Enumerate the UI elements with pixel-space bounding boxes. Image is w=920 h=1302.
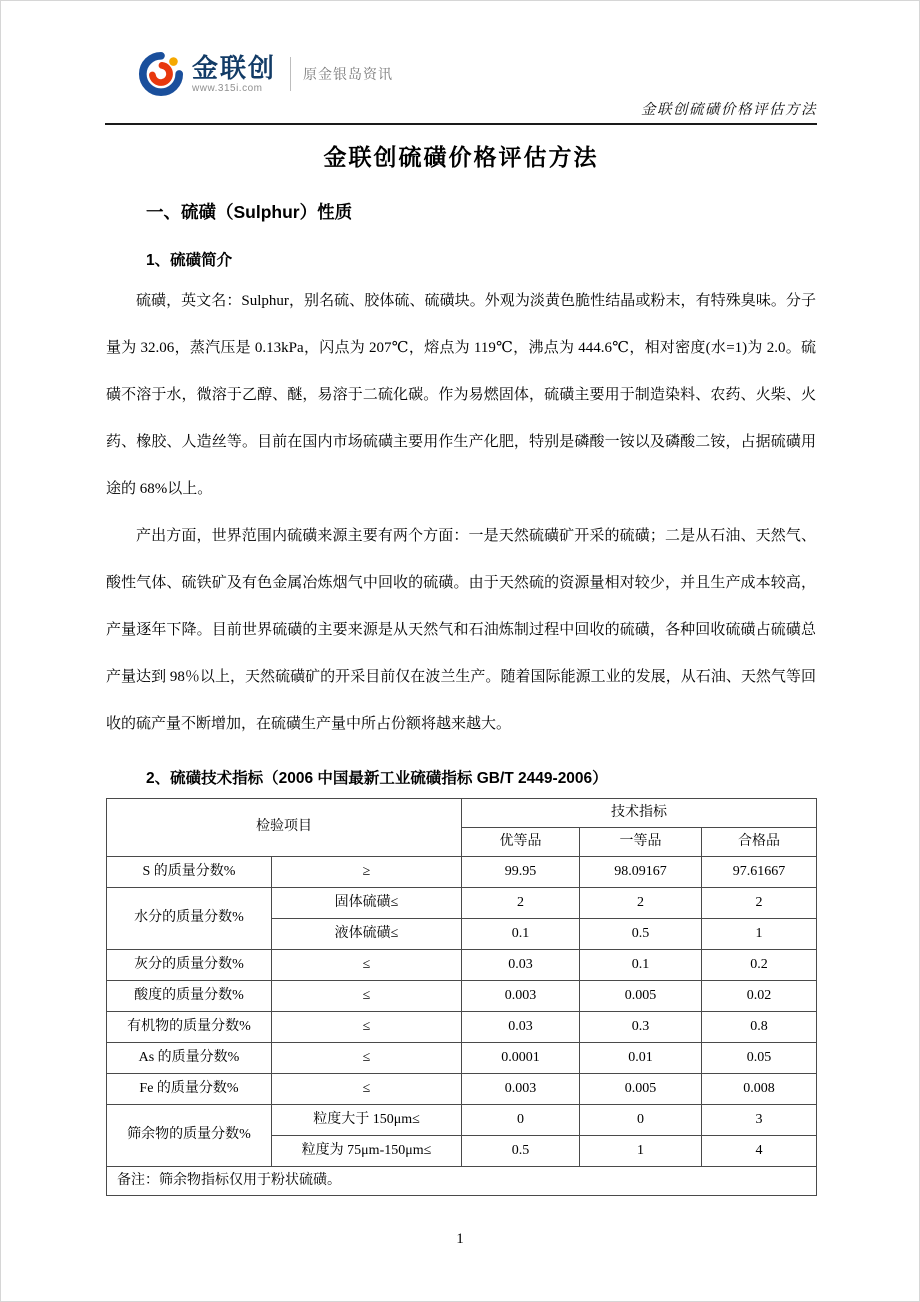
- col-header-spec: 技术指标: [462, 799, 817, 828]
- cell-value: 0.005: [580, 1074, 702, 1105]
- table-row-ash: [107, 950, 817, 981]
- spec-table: [106, 798, 817, 1196]
- cell-value: 0.0001: [462, 1043, 580, 1074]
- document-title: 金联创硫磺价格评估方法: [323, 144, 599, 170]
- table-row-s: [107, 857, 817, 888]
- cell-value: 0: [462, 1105, 580, 1136]
- cell-value: 0.005: [580, 981, 702, 1012]
- cell-value: 0.01: [580, 1043, 702, 1074]
- col-header-item: 检验项目: [107, 799, 462, 857]
- cell-value: 0.003: [462, 1074, 580, 1105]
- cell-value: 2: [702, 888, 817, 919]
- cell-value: 0.5: [462, 1136, 580, 1167]
- cell-condition: 粒度为 75μm-150μm≤: [272, 1136, 462, 1167]
- cell-condition: ≤: [272, 1043, 462, 1074]
- cell-condition: ≤: [272, 1074, 462, 1105]
- jlc-logo: [138, 51, 393, 97]
- cell-condition: ≥: [272, 857, 462, 888]
- logo-divider: [290, 57, 291, 91]
- page-header: [105, 49, 817, 125]
- cell-value: 97.61667: [702, 857, 817, 888]
- jlc-logo-icon: [138, 51, 184, 97]
- cell-label: 酸度的质量分数%: [107, 981, 272, 1012]
- cell-value: 3: [702, 1105, 817, 1136]
- cell-condition: ≤: [272, 981, 462, 1012]
- table-note-row: [107, 1167, 817, 1196]
- cell-value: 0.2: [702, 950, 817, 981]
- cell-value: 0.03: [462, 1012, 580, 1043]
- cell-value: 0.3: [580, 1012, 702, 1043]
- cell-value: 0.8: [702, 1012, 817, 1043]
- cell-label: 水分的质量分数%: [107, 888, 272, 950]
- cell-condition: 粒度大于 150μm≤: [272, 1105, 462, 1136]
- table-row-moisture-solid: [107, 888, 817, 919]
- cell-value: 0.1: [580, 950, 702, 981]
- cell-label: Fe 的质量分数%: [107, 1074, 272, 1105]
- table-row-residue-150: [107, 1105, 817, 1136]
- table-row-acidity: [107, 981, 817, 1012]
- section-heading-properties: 一、硫磺（Sulphur）性质: [146, 202, 353, 222]
- cell-value: 0.003: [462, 981, 580, 1012]
- cell-condition: 固体硫磺≤: [272, 888, 462, 919]
- cell-condition: 液体硫磺≤: [272, 919, 462, 950]
- col-header-grade-premium: 优等品: [462, 828, 580, 857]
- cell-value: 98.09167: [580, 857, 702, 888]
- paragraph-sulphur-production: 产出方面，世界范围内硫磺来源主要有两个方面：一是天然硫磺矿开采的硫磺；二是从石油、天然气、酸性气体、硫铁矿及有色金属冶炼烟气中回收的硫磺。由于天然硫的资源量相对较少，并且生产成本较高，产量逐年下降。目前世界硫磺的主要来源是从天然气和石油炼制过程中回收的硫磺，各种回收硫磺占硫磺总产量达到 98％以上，天然硫磺矿的开采目前仅在波兰生产。随着国际能源工业的发展，从石油、天然气等回收的硫产量不断增加，在硫磺生产量中所占份额将越来越大。: [106, 528, 816, 732]
- logo-text-block: [192, 54, 276, 94]
- running-title: 金联创硫磺价格评估方法: [641, 102, 817, 118]
- col-header-grade-first: 一等品: [580, 828, 702, 857]
- cell-value: 0.1: [462, 919, 580, 950]
- document-body: [106, 127, 816, 1196]
- cell-label: As 的质量分数%: [107, 1043, 272, 1074]
- table-row-organics: [107, 1012, 817, 1043]
- logo-tagline: 原金银岛资讯: [303, 66, 394, 82]
- cell-value: 0.05: [702, 1043, 817, 1074]
- cell-label: 灰分的质量分数%: [107, 950, 272, 981]
- page-number: 1: [456, 1231, 464, 1247]
- cell-value: 2: [580, 888, 702, 919]
- cell-value: 0: [580, 1105, 702, 1136]
- cell-value: 2: [462, 888, 580, 919]
- cell-value: 4: [702, 1136, 817, 1167]
- cell-label: 有机物的质量分数%: [107, 1012, 272, 1043]
- cell-value: 0.02: [702, 981, 817, 1012]
- col-header-grade-qualified: 合格品: [702, 828, 817, 857]
- table-row-iron: [107, 1074, 817, 1105]
- logo-brand-text: 金联创: [192, 53, 277, 83]
- cell-label: 筛余物的质量分数%: [107, 1105, 272, 1167]
- cell-label: S 的质量分数%: [107, 857, 272, 888]
- subsection-heading-intro: 1、硫磺简介: [146, 252, 233, 269]
- cell-condition: ≤: [272, 950, 462, 981]
- paragraph-sulphur-intro: 硫磺，英文名：Sulphur，别名硫、胶体硫、硫磺块。外观为淡黄色脆性结晶或粉末，有特殊臭味。分子量为 32.06，蒸汽压是 0.13kPa，闪点为 207℃，熔点为 119℃，沸点为 444.6℃，相对密度(水=1)为 2.0。硫磺不溶于水，微溶于乙醇、醚，易溶于二硫化碳。作为易燃固体，硫磺主要用于制造染料、农药、火柴、火药、橡胶、人造丝等。目前在国内市场硫磺主要用作生产化肥，特别是磷酸一铵以及磷酸二铵，占据硫磺用途的 68%以上。: [106, 293, 816, 497]
- cell-condition: ≤: [272, 1012, 462, 1043]
- cell-value: 0.008: [702, 1074, 817, 1105]
- table-header-row-top: [107, 799, 817, 828]
- logo-url-text: www.315i.com: [192, 83, 263, 94]
- cell-value: 1: [580, 1136, 702, 1167]
- cell-value: 0.03: [462, 950, 580, 981]
- cell-value: 99.95: [462, 857, 580, 888]
- cell-value: 1: [702, 919, 817, 950]
- subsection-heading-spec: 2、硫磺技术指标（2006 中国最新工业硫磺指标 GB/T 2449-2006）: [146, 770, 608, 787]
- table-note: 备注：筛余物指标仅用于粉状硫磺。: [107, 1167, 817, 1196]
- cell-value: 0.5: [580, 919, 702, 950]
- table-row-arsenic: [107, 1043, 817, 1074]
